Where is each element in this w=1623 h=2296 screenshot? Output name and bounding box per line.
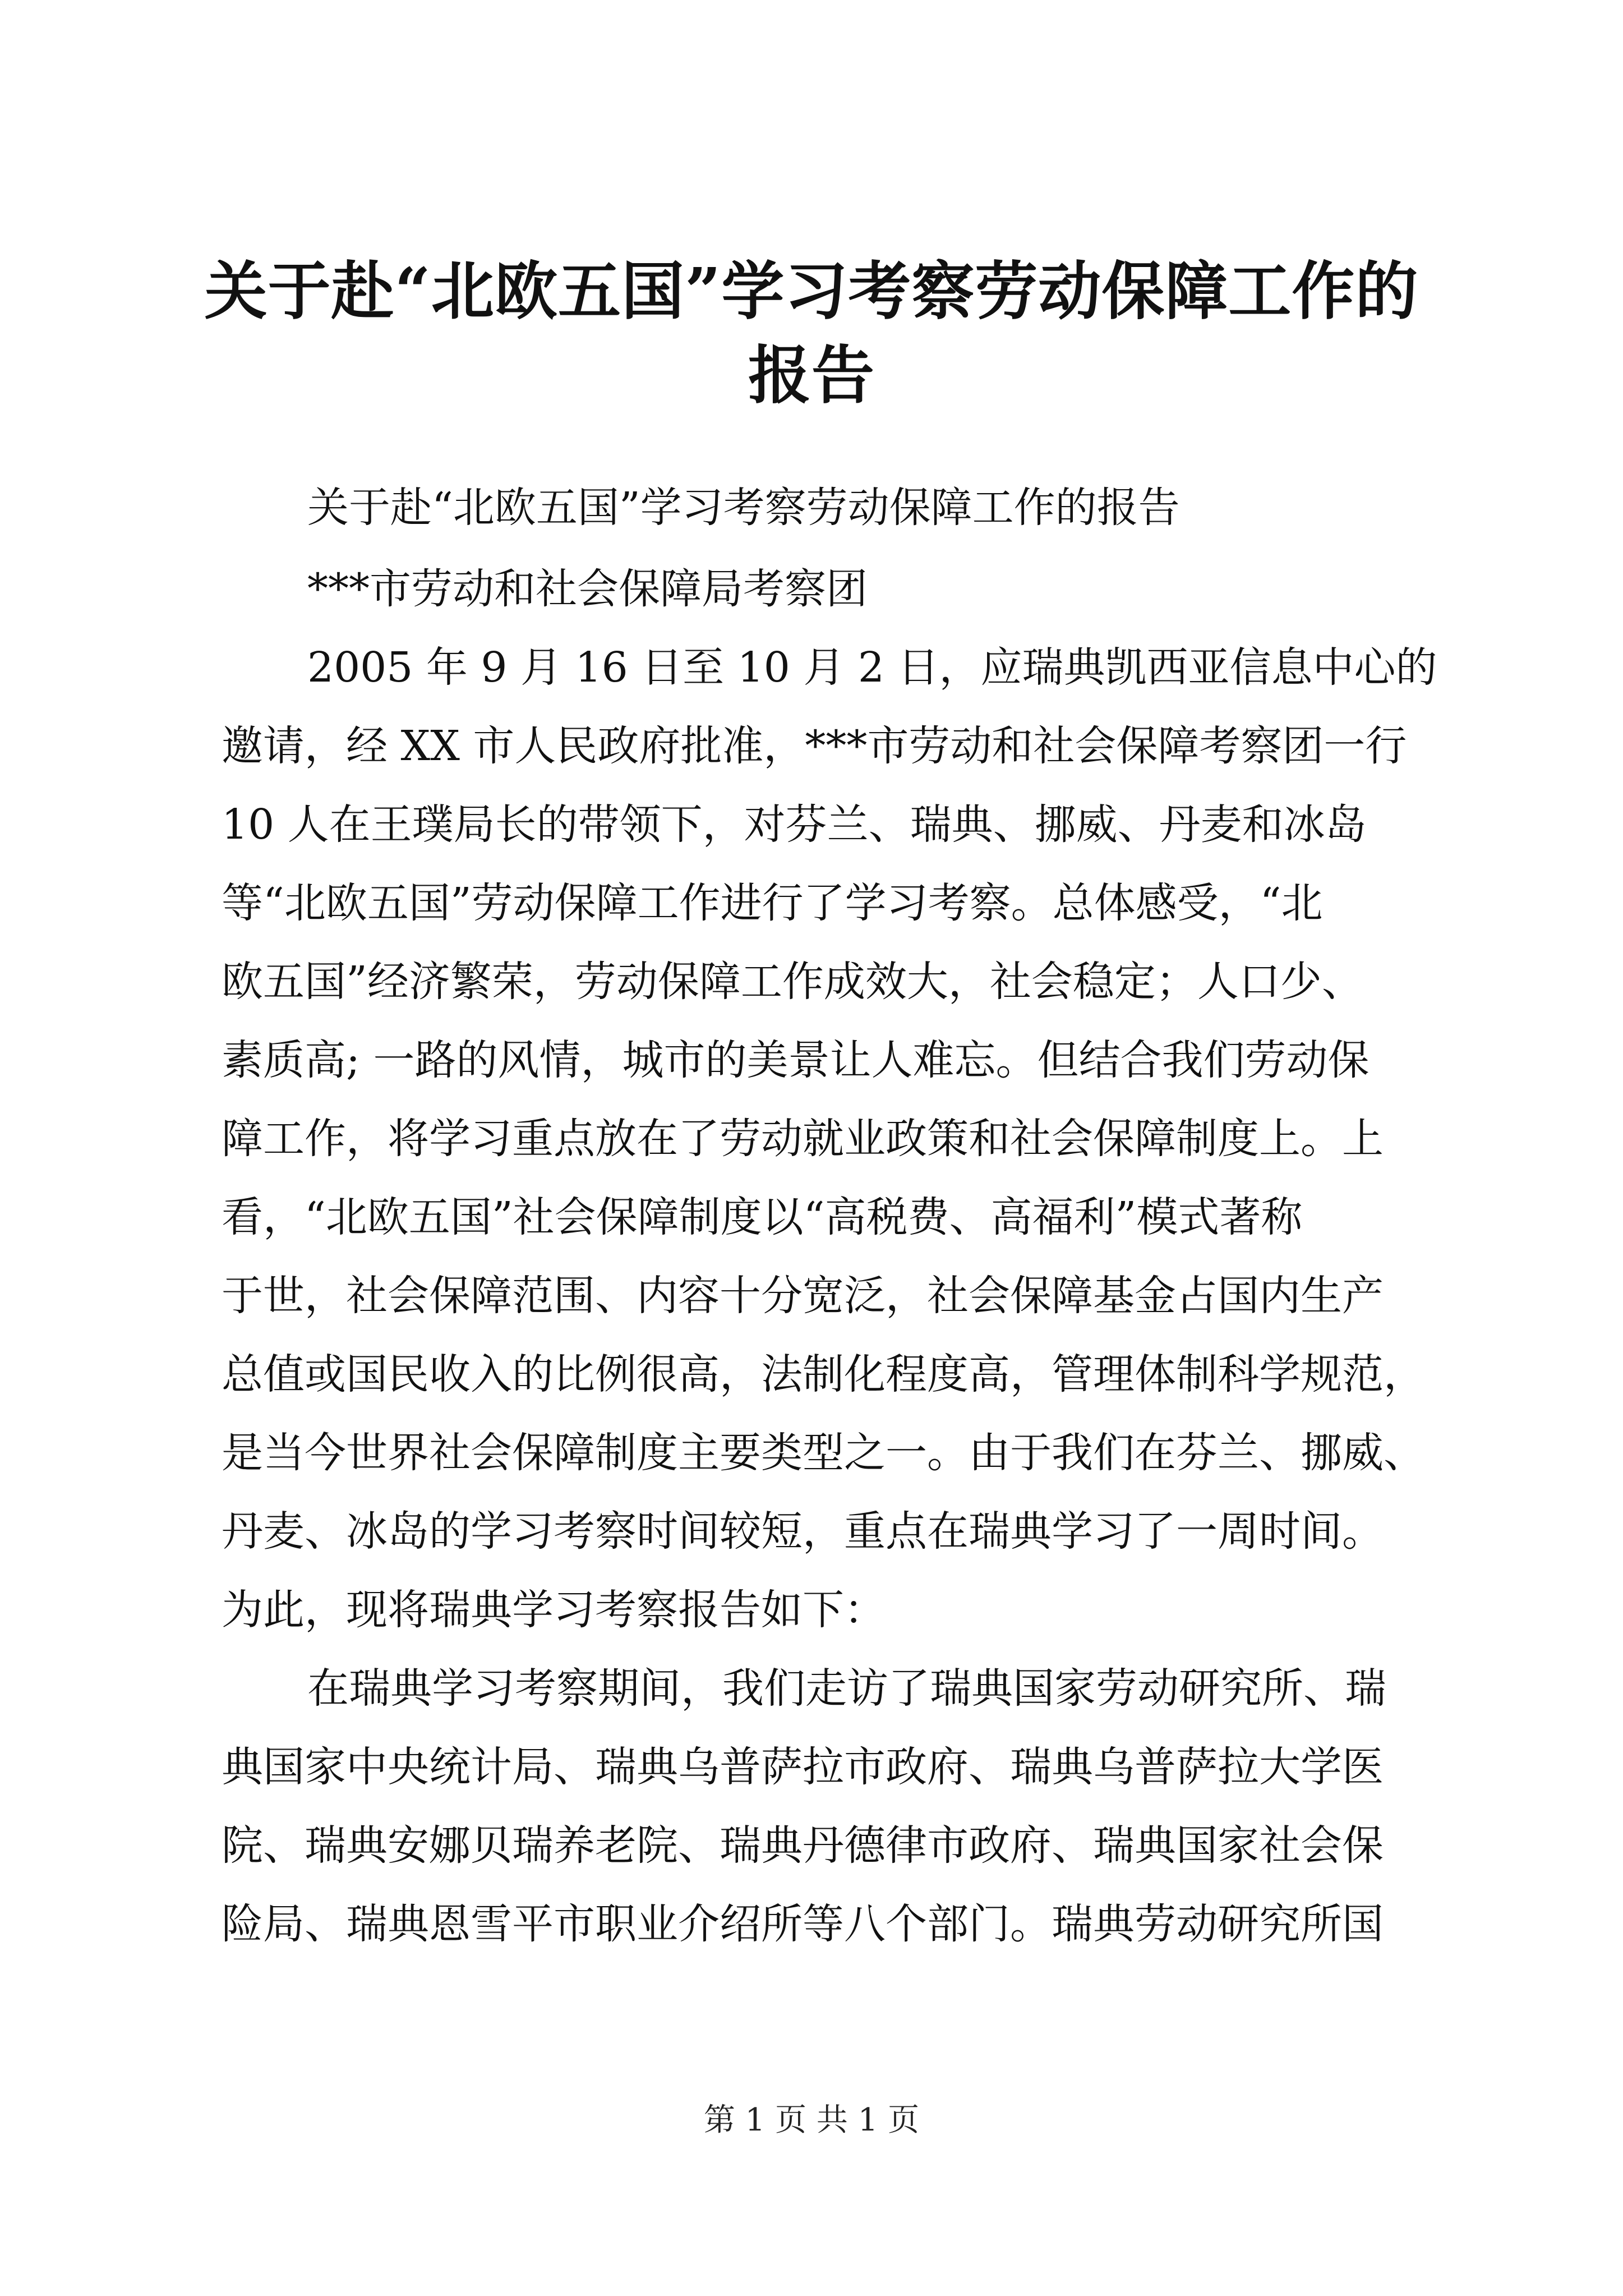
paragraph-2-line: 险局、瑞典恩雪平市职业介绍所等八个部门。瑞典劳动研究所国	[222, 1900, 1384, 1948]
page-footer	[0, 2098, 1623, 2143]
paragraph-1-line: 为此，现将瑞典学习考察报告如下：	[222, 1586, 886, 1634]
page-number-label: 第 1 页 共 1 页	[703, 2102, 920, 2138]
document-subtitle: 关于赴“北欧五国”学习考察劳动保障工作的报告	[307, 484, 1180, 532]
paragraph-2-line: 院、瑞典安娜贝瑞养老院、瑞典丹德律市政府、瑞典国家社会保	[222, 1821, 1384, 1870]
document-title-line-1: 关于赴“北欧五国”学习考察劳动保障工作的	[204, 255, 1419, 328]
paragraph-1-line: 10 人在王璞局长的带领下，对芬兰、瑞典、挪威、丹麦和冰岛	[222, 800, 1367, 849]
paragraph-1-line: 是当今世界社会保障制度主要类型之一。由于我们在芬兰、挪威、	[222, 1429, 1425, 1477]
paragraph-1-line: 欧五国”经济繁荣，劳动保障工作成效大，社会稳定；人口少、	[222, 958, 1363, 1006]
paragraph-2-line: 典国家中央统计局、瑞典乌普萨拉市政府、瑞典乌普萨拉大学医	[222, 1743, 1384, 1791]
paragraph-1-line: 邀请，经 XX 市人民政府批准，***市劳动和社会保障考察团一行	[222, 722, 1407, 770]
paragraph-1-line: 于世，社会保障范围、内容十分宽泛，社会保障基金占国内生产	[222, 1272, 1384, 1320]
paragraph-1-line: 等“北欧五国”劳动保障工作进行了学习考察。总体感受，“北	[222, 879, 1323, 927]
document-title-line-2: 报告	[748, 339, 875, 412]
paragraph-1-line: 丹麦、冰岛的学习考察时间较短，重点在瑞典学习了一周时间。	[222, 1507, 1384, 1556]
paragraph-1-line: 看，“北欧五国”社会保障制度以“高税费、高福利”模式著称	[222, 1193, 1303, 1241]
paragraph-2-line: 在瑞典学习考察期间，我们走访了瑞典国家劳动研究所、瑞	[307, 1664, 1386, 1713]
paragraph-1-line: 障工作，将学习重点放在了劳动就业政策和社会保障制度上。上	[222, 1115, 1384, 1163]
paragraph-1-line: 素质高; 一路的风情，城市的美景让人难忘。但结合我们劳动保	[222, 1036, 1370, 1084]
paragraph-1-line: 总值或国民收入的比例很高，法制化程度高，管理体制科学规范，	[222, 1350, 1425, 1398]
document-author: ***市劳动和社会保障局考察团	[307, 565, 868, 613]
paragraph-1-line: 2005 年 9 月 16 日至 10 月 2 日，应瑞典凯西亚信息中心的	[307, 643, 1437, 692]
